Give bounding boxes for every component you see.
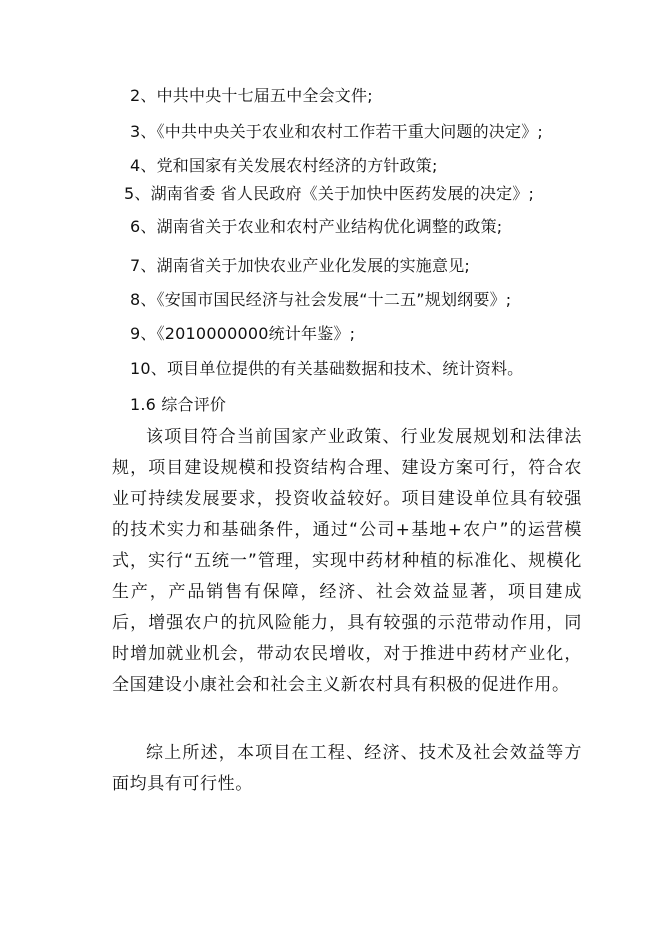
reference-text: 湖南省委 省人民政府《关于加快中医药发展的决定》; [150, 184, 535, 203]
reference-number: 6、 [130, 217, 157, 236]
reference-text: 湖南省关于加快农业产业化发展的实施意见; [156, 256, 470, 275]
reference-item-2 [130, 86, 373, 106]
conclusion-paragraph: 综上所述，本项目在工程、经济、技术及社会效益等方面均具有可行性。 [112, 743, 582, 794]
section-heading: 1.6 综合评价 [130, 395, 227, 414]
reference-text: 中共中央十七届五中全会文件; [156, 86, 373, 105]
reference-number: 9、 [130, 324, 157, 343]
reference-text: 《2010000000统计年鉴》; [156, 324, 356, 343]
reference-number: 10、 [130, 359, 167, 378]
reference-text: 湖南省关于农业和农村产业结构优化调整的政策; [156, 217, 503, 236]
reference-item-7 [130, 256, 470, 276]
evaluation-paragraph: 该项目符合当前国家产业政策、行业发展规划和法律法规，项目建设规模和投资结构合理、建设方案可行，符合农业可持续发展要求，投资收益较好。项目建设单位具有较强的技术实力和基础条件，通过“公司+基地+农户”的运营模式，实行“五统一”管理，实现中药材种植的标准化、规模化生产，产品销售有保障，经济、社会效益显著，项目建成后，增强农户的抗风险能力，具有较强的示范带动作用，同时增加就业机会，带动农民增收，对于推进中药材产业化，全国建设小康社会和社会主义新农村具有积极的促进作用。 [112, 427, 582, 695]
reference-item-10 [130, 359, 523, 379]
reference-text: 《安国市国民经济与社会发展“十二五”规划纲要》; [156, 290, 512, 309]
reference-number: 4、 [130, 156, 157, 175]
reference-text: 《中共中央关于农业和农村工作若干重大问题的决定》; [156, 122, 543, 141]
reference-number: 8、 [130, 290, 157, 309]
reference-number: 2、 [130, 86, 157, 105]
reference-item-6 [130, 217, 502, 237]
reference-item-3 [130, 122, 543, 142]
reference-item-8 [130, 290, 511, 310]
reference-text: 项目单位提供的有关基础数据和技术、统计资料。 [166, 359, 524, 378]
reference-number: 7、 [130, 256, 157, 275]
reference-number: 3、 [130, 122, 157, 141]
reference-item-4 [130, 156, 438, 176]
reference-item-5 [124, 184, 534, 204]
reference-text: 党和国家有关发展农村经济的方针政策; [156, 156, 438, 175]
reference-number: 5、 [124, 184, 151, 203]
reference-item-9 [130, 324, 355, 344]
